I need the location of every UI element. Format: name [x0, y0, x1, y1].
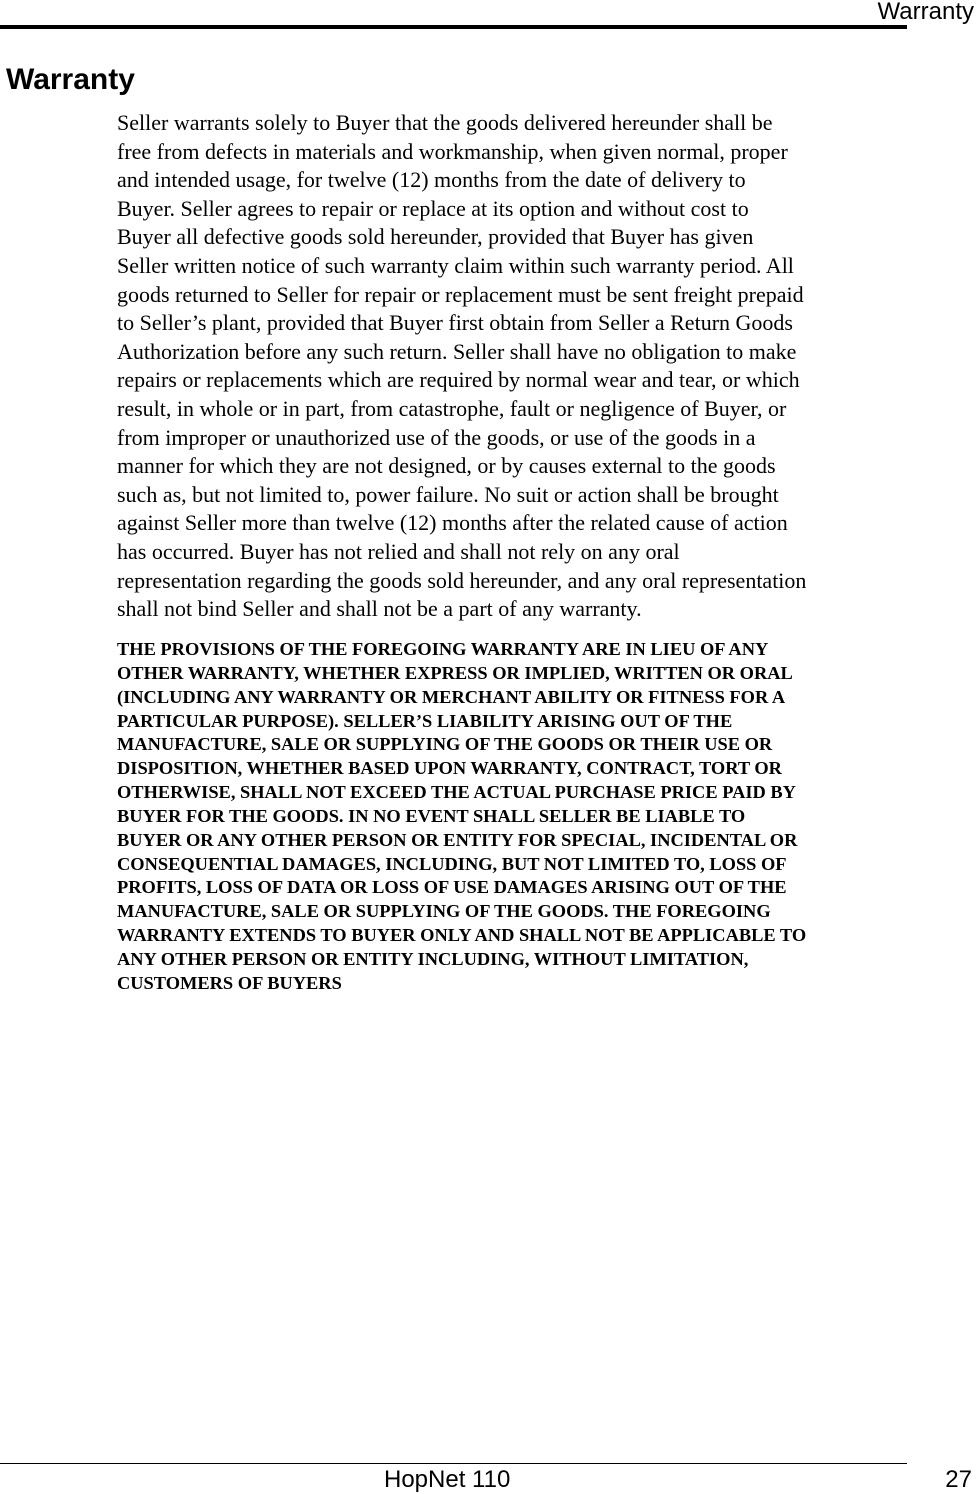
footer-product-name: HopNet 110 [384, 1466, 511, 1493]
warranty-paragraph: Seller warrants solely to Buyer that the goods delivered hereunder shall be free from defects in materials and workmanship, when given normal, proper and intended usage, for twelve (12) months from the date of delivery to Buyer. Seller agrees to repair or replace at its option and without cost to Buyer all defective goods sold hereunder, provided that Buyer has given Seller written notice of such warranty claim within such warranty period. All goods returned to Seller for repair or replacement must be sent freight prepaid to Seller’s plant, provided that Buyer first obtain from Seller a Return Goods Authorization before any such return. Seller shall have no obligation to make repairs or replacements which are required by normal wear and tear, or which result, in whole or in part, from catastrophe, fault or negligence of Buyer, or from improper or unauthorized use of the goods, or use of the goods in a manner for which they are not designed, or by causes external to the goods such as, but not limited to, power failure. No suit or action shall be brought against Seller more than twelve (12) months after the related cause of action has occurred. Buyer has not relied and shall not rely on any oral representation regarding the goods sold hereunder, and any oral representation shall not bind Seller and shall not be a part of any warranty. [117, 110, 807, 622]
footer-rule [0, 1463, 907, 1464]
page-title: Warranty [6, 63, 135, 96]
warranty-disclaimer: THE PROVISIONS OF THE FOREGOING WARRANTY ARE IN LIEU OF ANY OTHER WARRANTY, WHETHER EXPRESS OR IMPLIED, WRITTEN OR ORAL (INCLUDING ANY WARRANTY OR MERCHANT ABILITY OR FITNESS FOR A PARTICULAR PURPOSE). SELLER’S LIABILITY ARISING OUT OF THE MANUFACTURE, SALE OR SUPPLYING OF THE GOODS OR THEIR USE OR DISPOSITION, WHETHER BASED UPON WARRANTY, CONTRACT, TORT OR OTHERWISE, SHALL NOT EXCEED THE ACTUAL PURCHASE PRICE PAID BY BUYER FOR THE GOODS. IN NO EVENT SHALL SELLER BE LIABLE TO BUYER OR ANY OTHER PERSON OR ENTITY FOR SPECIAL, INCIDENTAL OR CONSEQUENTIAL DAMAGES, INCLUDING, BUT NOT LIMITED TO, LOSS OF PROFITS, LOSS OF DATA OR LOSS OF USE DAMAGES ARISING OUT OF THE MANUFACTURE, SALE OR SUPPLYING OF THE GOODS. THE FOREGOING WARRANTY EXTENDS TO BUYER ONLY AND SHALL NOT BE APPLICABLE TO ANY OTHER PERSON OR ENTITY INCLUDING, WITHOUT LIMITATION, CUSTOMERS OF BUYERS [117, 639, 807, 993]
footer-page-number: 27 [945, 1466, 972, 1493]
header-rule [0, 25, 907, 29]
running-header: Warranty [877, 0, 974, 25]
